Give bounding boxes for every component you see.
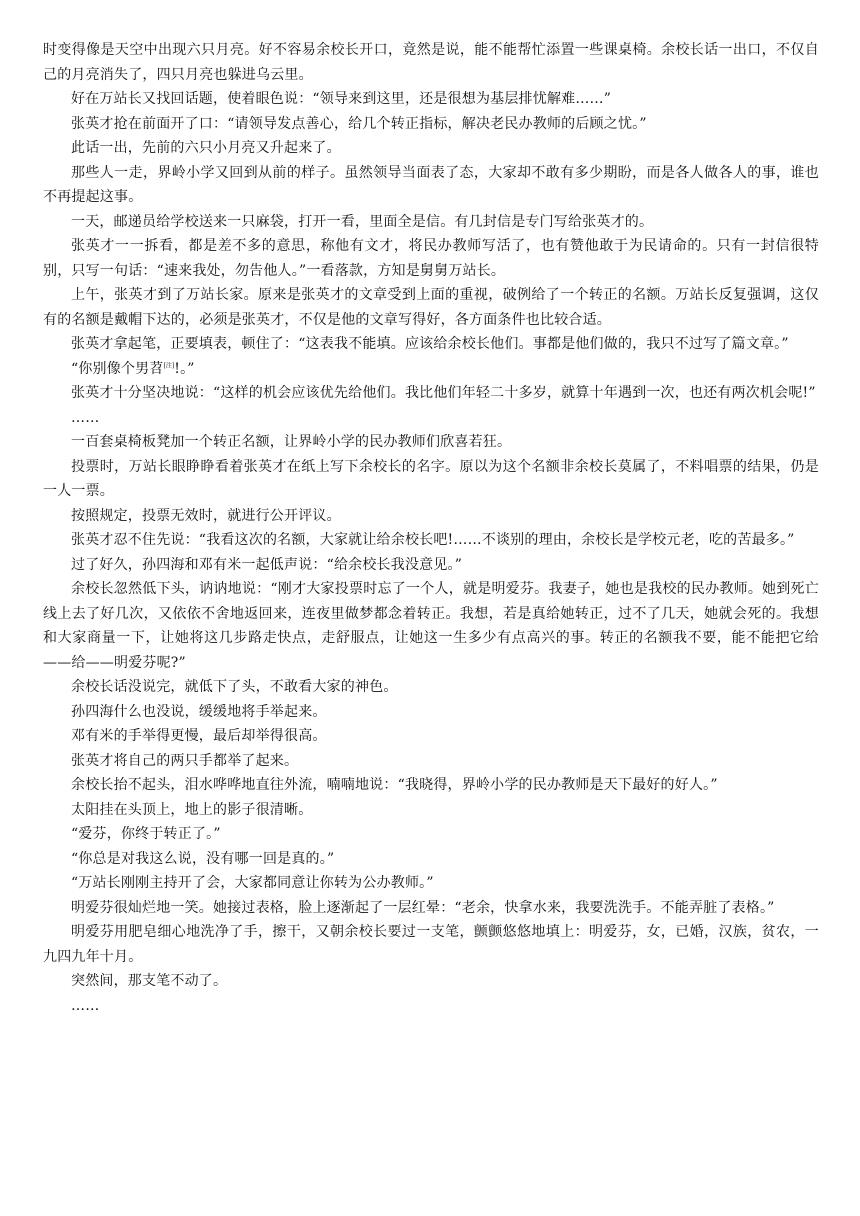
paragraph: 突然间，那支笔不动了。 <box>71 973 228 989</box>
paragraph: 明爱芬用肥皂细心地洗净了手，擦干，又朝余校长要过一支笔，颤颤悠悠地填上：明爱芬，女，已婚，汉族，贫农，一九四九年十月。 <box>43 924 819 965</box>
paragraph <box>43 357 819 382</box>
paragraph: 一百套桌椅板凳加一个转正名额，让界岭小学的民办教师们欣喜若狂。 <box>71 434 512 450</box>
paragraph: 过了好久，孙四海和邓有米一起低声说：“给余校长我没意见。” <box>71 556 463 573</box>
paragraph: 按照规定，投票无效时，就进行公开评议。 <box>71 507 341 524</box>
paragraph: 邓有米的手举得更慢，最后却举得很高。 <box>71 728 327 744</box>
paragraph: 张英才十分坚决地说：“这样的机会应该优先给他们。我比他们年轻二十多岁，就算十年遇到一次，也还有两次机会呢!” <box>71 385 816 401</box>
paragraph: 张英才忍不住先说：“我看这次的名额，大家就让给余校长吧!……不谈别的理由，余校长是学校元老，吃的苦最多。” <box>71 532 795 548</box>
paragraph: 此话一出，先前的六只小月亮又升起来了。 <box>71 140 341 156</box>
paragraph: 上午，张英才到了万站长家。原来是张英才的文章受到上面的重视，破例给了一个转正的名额。万站长反复强调，这仅有的名额是戴帽下达的，必须是张英才，不仅是他的文章写得好，各方面条件也比较合适。 <box>43 287 819 328</box>
paragraph: 太阳挂在头顶上，地上的影子很清晰。 <box>71 801 313 818</box>
paragraph: “万站长刚刚主持开了会，大家都同意让你转为公办教师。” <box>71 875 434 891</box>
paragraph: 张英才将自己的两只手都举了起来。 <box>71 752 299 769</box>
paragraph: 张英才一一拆看，都是差不多的意思，称他有文才，将民办教师写活了，也有赞他敢于为民请命的。只有一封信很特别，只写一句话：“速来我处，勿告他人。”一看落款，方知是舅舅万站长。 <box>43 238 819 279</box>
ellipsis-break: …… <box>71 409 100 426</box>
paragraph: 张英才抢在前面开了口：“请领导发点善心，给几个转正指标，解决老民办教师的后顾之忧。” <box>71 115 647 132</box>
dialogue-text: !。” <box>174 360 195 377</box>
paragraph: 好在万站长又找回话题，使着眼色说：“领导来到这里，还是很想为基层排忧解难……” <box>71 91 612 107</box>
paragraph: 余校长话没说完，就低下了头，不敢看大家的神色。 <box>71 679 398 695</box>
paragraph: 张英才拿起笔，正要填表，顿住了：“这表我不能填。应该给余校长他们。事都是他们做的，我只不过写了篇文章。” <box>71 336 789 352</box>
footnote-marker: [注] <box>163 361 175 369</box>
paragraph: 孙四海什么也没说，缓缓地将手举起来。 <box>71 703 327 720</box>
paragraph: 那些人一走，界岭小学又回到从前的样子。虽然领导当面表了态，大家却不敢有多少期盼，而是各人做各人的事，谁也不再提起这事。 <box>43 164 819 205</box>
ellipsis-break: …… <box>71 997 100 1014</box>
paragraph: “爱芬，你终于转正了。” <box>71 826 221 842</box>
paragraph: “你总是对我这么说，没有哪一回是真的。” <box>71 850 335 867</box>
paragraph: 余校长忽然低下头，讷讷地说：“刚才大家投票时忘了一个人，就是明爱芬。我妻子，她也是我校的民办教师。她到死亡线上去了好几次，又依依不舍地返回来，连夜里做梦都念着转正。我想，若是真给她转正，过不了几天，她就会死的。我想和大家商量一下，让她将这几步路走快点，走舒服点，让她这一生多少有点高兴的事。转正的名额我不要，能不能把它给——给——明爱芬呢?” <box>43 581 819 671</box>
paragraph: 一天，邮递员给学校送来一只麻袋，打开一看，里面全是信。有几封信是专门写给张英才的。 <box>71 213 654 230</box>
paragraph: 余校长抬不起头，泪水哗哗地直往外流，喃喃地说：“我晓得，界岭小学的民办教师是天下最好的好人。” <box>71 777 718 793</box>
dialogue-text: “你别像个男苕 <box>71 360 164 377</box>
paragraph: 时变得像是天空中出现六只月亮。好不容易余校长开口，竟然是说，能不能帮忙添置一些课桌椅。余校长话一出口，不仅自己的月亮消失了，四只月亮也躲进乌云里。 <box>43 42 819 83</box>
paragraph: 明爱芬很灿烂地一笑。她接过表格，脸上逐渐起了一层红晕：“老余，快拿水来，我要洗洗手。不能弄脏了表格。” <box>71 899 775 916</box>
paragraph: 投票时，万站长眼睁睁看着张英才在纸上写下余校长的名字。原以为这个名额非余校长莫属了，不料唱票的结果，仍是一人一票。 <box>43 458 819 499</box>
